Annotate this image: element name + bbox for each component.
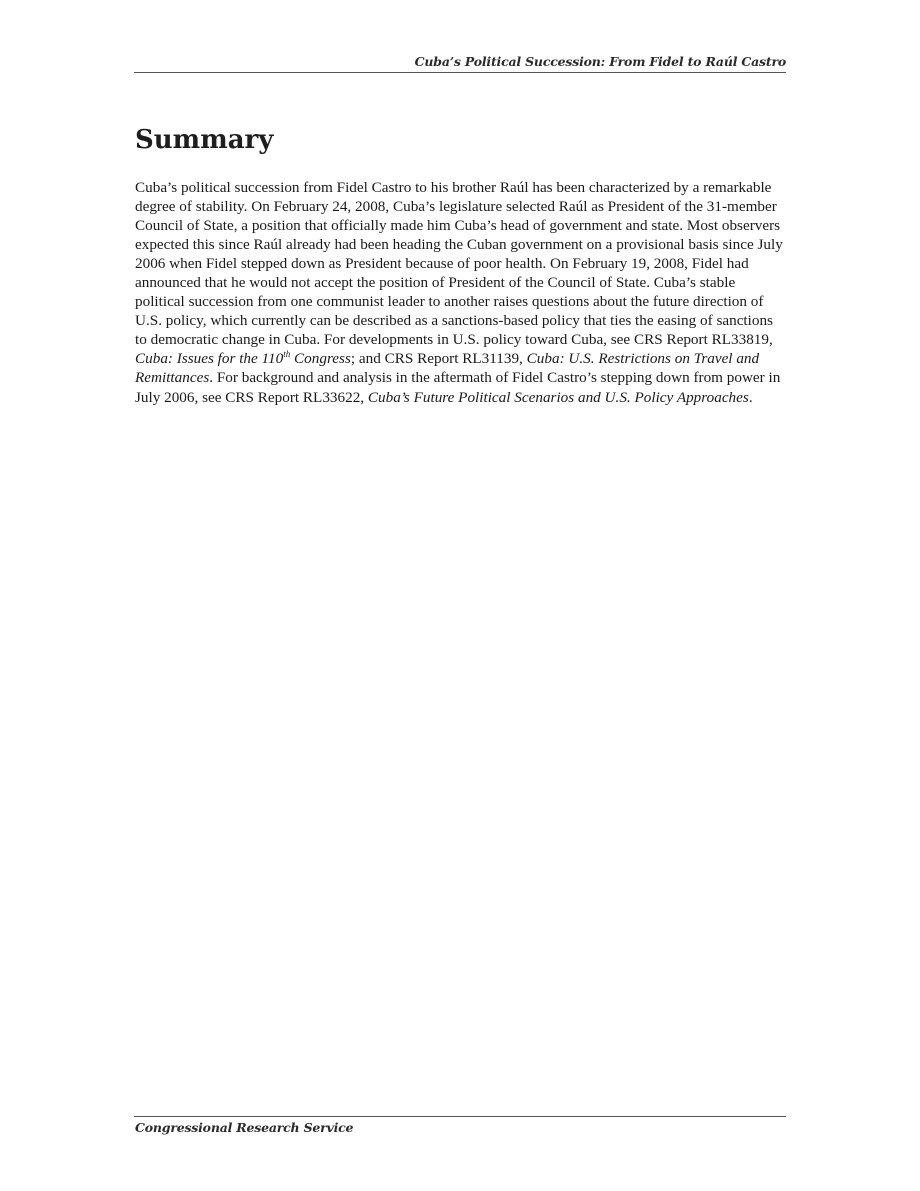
footer-publisher: Congressional Research Service <box>135 1120 354 1135</box>
section-heading-summary: Summary <box>135 125 274 155</box>
report-title-1-main: Cuba: Issues for the 110 <box>135 350 284 368</box>
header-divider <box>134 72 786 73</box>
report-title-issues-110th-congress <box>135 350 351 367</box>
footer-divider <box>134 1116 786 1117</box>
summary-text-part-2: ; and CRS Report RL31139, <box>350 350 527 368</box>
report-title-travel-remittances: Cuba: U.S. Restrictions on Travel and Remittances <box>135 350 760 387</box>
ordinal-superscript: th <box>283 349 291 360</box>
report-title-1-end: Congress <box>290 350 351 368</box>
summary-text-part-4: . <box>748 388 753 406</box>
summary-text-part-1: Cuba’s political succession from Fidel Castro to his brother Raúl has been characterized by a remarkable degree of stability. On February 24, 2008, Cuba’s legislature selected Raúl as President of the 31-member Council of State, a position that officially made him Cuba’s head of government and state. Most observers expected this since Raúl already had been heading the Cuban government on a provisional basis since July 2006 when Fidel stepped down as President because of poor health. On February 19, 2008, Fidel had announced that he would not accept the position of President of the Council of State. Cuba’s stable political succession from one communist leader to another raises questions about the future direction of U.S. policy, which currently can be described as a sanctions-based policy that ties the easing of sanctions to democratic change in Cuba. For developments in U.S. policy toward Cuba, see CRS Report RL33819, <box>135 179 783 349</box>
summary-paragraph <box>135 178 785 407</box>
running-header-title: Cuba’s Political Succession: From Fidel to Raúl Castro <box>414 54 786 69</box>
summary-text-part-3: . For background and analysis in the aftermath of Fidel Castro’s stepping down from power in July 2006, see CRS Report RL33622, <box>135 369 781 406</box>
report-title-future-scenarios: Cuba’s Future Political Scenarios and U.S. Policy Approaches <box>367 388 749 406</box>
